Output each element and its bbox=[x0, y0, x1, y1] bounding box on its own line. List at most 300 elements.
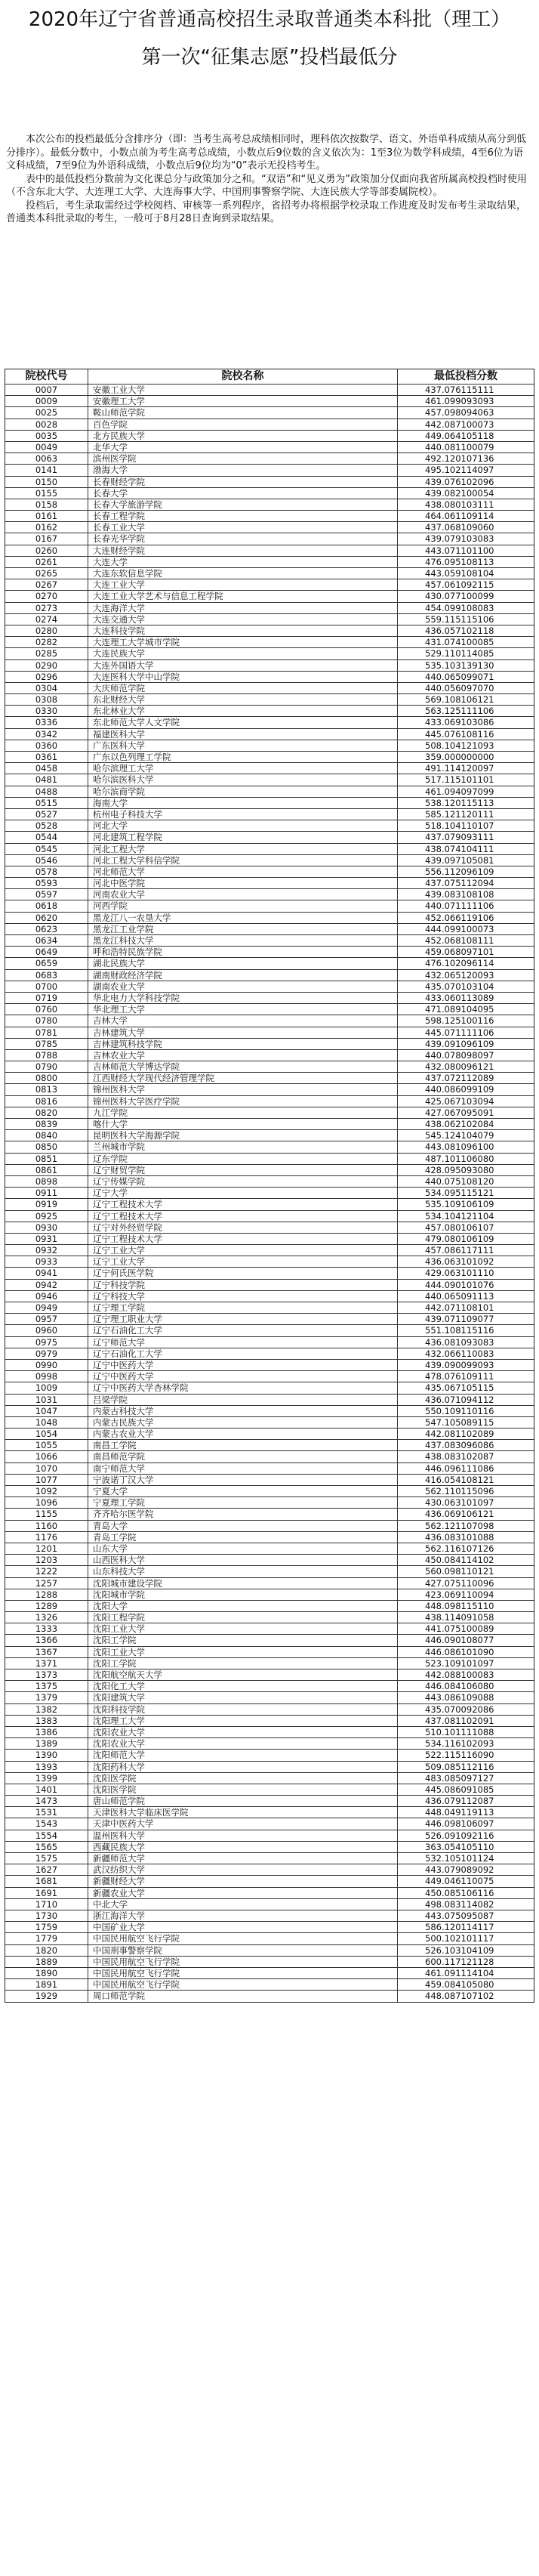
cell-name: 新疆财经大学 bbox=[88, 1876, 398, 1886]
cell-name: 沈阳化工大学 bbox=[88, 1681, 398, 1691]
table-row bbox=[5, 1635, 534, 1646]
table-row bbox=[5, 935, 534, 947]
cell-name: 安徽理工大学 bbox=[88, 396, 398, 406]
cell-name: 长春工业大学 bbox=[88, 522, 398, 533]
cell-score: 442.087100073 bbox=[425, 419, 494, 430]
table-row bbox=[5, 820, 534, 832]
cell-code: 0360 bbox=[5, 740, 88, 751]
cell-code: 1889 bbox=[5, 1957, 88, 1967]
cell-code: 1326 bbox=[5, 1612, 88, 1623]
table-row bbox=[5, 499, 534, 511]
cell-code: 0285 bbox=[5, 648, 88, 659]
cell-score: 450.084114102 bbox=[425, 1555, 494, 1566]
cell-name: 鞍山师范学院 bbox=[88, 407, 398, 418]
cell-name: 百色学院 bbox=[88, 419, 398, 430]
table-row bbox=[5, 1945, 534, 1957]
cell-code: 1054 bbox=[5, 1429, 88, 1439]
table-row bbox=[5, 1589, 534, 1601]
table-row bbox=[5, 1119, 534, 1130]
table-row bbox=[5, 1681, 534, 1692]
cell-name: 辽宁财贸学院 bbox=[88, 1165, 398, 1175]
table-row bbox=[5, 1762, 534, 1773]
cell-code: 0623 bbox=[5, 924, 88, 934]
cell-code: 1565 bbox=[5, 1842, 88, 1852]
cell-score: 498.083114082 bbox=[425, 1898, 494, 1910]
cell-name: 辽宁传媒学院 bbox=[88, 1176, 398, 1187]
cell-score: 437.075112094 bbox=[425, 878, 494, 889]
cell-name: 广东医科大学 bbox=[88, 740, 398, 751]
cell-code: 0790 bbox=[5, 1061, 88, 1072]
cell-name: 哈尔滨医科大学 bbox=[88, 774, 398, 785]
table-header-row bbox=[5, 369, 534, 385]
cell-score: 427.075110096 bbox=[425, 1577, 494, 1589]
cell-name: 沈阳城市建设学院 bbox=[88, 1578, 398, 1589]
cell-code: 1379 bbox=[5, 1692, 88, 1703]
table-row bbox=[5, 557, 534, 568]
table-row bbox=[5, 1417, 534, 1429]
cell-code: 0649 bbox=[5, 947, 88, 957]
cell-name: 吕梁学院 bbox=[88, 1395, 398, 1405]
cell-score: 476.095108113 bbox=[425, 556, 494, 567]
table-row bbox=[5, 672, 534, 683]
cell-score: 439.097105081 bbox=[425, 854, 494, 866]
cell-score: 483.085097127 bbox=[425, 1772, 494, 1784]
cell-code: 0839 bbox=[5, 1119, 88, 1129]
cell-code: 1575 bbox=[5, 1853, 88, 1864]
cell-code: 1203 bbox=[5, 1555, 88, 1565]
cell-code: 0141 bbox=[5, 465, 88, 475]
cell-score: 438.080103111 bbox=[425, 499, 494, 510]
table-row bbox=[5, 1154, 534, 1165]
cell-code: 0850 bbox=[5, 1141, 88, 1152]
cell-code: 0342 bbox=[5, 729, 88, 740]
cell-name: 江西财经大学现代经济管理学院 bbox=[88, 1073, 398, 1083]
cell-name: 周口师范学院 bbox=[88, 1991, 398, 2002]
cell-score: 461.094097099 bbox=[425, 786, 494, 797]
table-row bbox=[5, 1039, 534, 1050]
cell-score: 439.082100054 bbox=[425, 487, 494, 499]
cell-code: 0273 bbox=[5, 603, 88, 613]
cell-name: 长春大学旅游学院 bbox=[88, 499, 398, 510]
cell-code: 0861 bbox=[5, 1165, 88, 1175]
cell-name: 中国民用航空飞行学院 bbox=[88, 1979, 398, 1990]
cell-score: 423.069110094 bbox=[425, 1589, 494, 1600]
cell-name: 宁夏理工学院 bbox=[88, 1497, 398, 1508]
table-row bbox=[5, 717, 534, 728]
cell-score: 560.098110121 bbox=[425, 1566, 494, 1577]
table-row bbox=[5, 1429, 534, 1440]
cell-score: 430.077100099 bbox=[425, 591, 494, 602]
cell-code: 1222 bbox=[5, 1566, 88, 1577]
table-row bbox=[5, 1015, 534, 1027]
table-row bbox=[5, 1876, 534, 1887]
cell-code: 0975 bbox=[5, 1337, 88, 1348]
cell-score: 440.056097070 bbox=[425, 682, 494, 693]
cell-code: 1201 bbox=[5, 1543, 88, 1554]
cell-name: 河北工程大学 bbox=[88, 844, 398, 854]
table-row bbox=[5, 1188, 534, 1199]
cell-name: 中国矿业大学 bbox=[88, 1922, 398, 1932]
cell-name: 大连东软信息学院 bbox=[88, 568, 398, 579]
cell-score: 449.046110075 bbox=[425, 1876, 494, 1887]
cell-score: 449.064105118 bbox=[425, 430, 494, 441]
cell-code: 0265 bbox=[5, 568, 88, 579]
cell-score: 427.067095091 bbox=[425, 1107, 494, 1118]
cell-name: 黑龙江八一农垦大学 bbox=[88, 913, 398, 923]
cell-name: 滨州医学院 bbox=[88, 453, 398, 464]
cell-name: 东北财经大学 bbox=[88, 694, 398, 705]
cell-name: 华北理工大学 bbox=[88, 1004, 398, 1015]
table-row bbox=[5, 1360, 534, 1371]
cell-name: 辽宁科技学院 bbox=[88, 1280, 398, 1290]
cell-code: 0488 bbox=[5, 786, 88, 797]
cell-code: 1473 bbox=[5, 1796, 88, 1806]
cell-name: 东北林业大学 bbox=[88, 706, 398, 716]
cell-code: 1543 bbox=[5, 1818, 88, 1829]
table-row bbox=[5, 889, 534, 900]
table-row bbox=[5, 1991, 534, 2002]
cell-code: 0760 bbox=[5, 1004, 88, 1015]
cell-score: 471.089104095 bbox=[425, 1004, 494, 1015]
cell-name: 大连外国语大学 bbox=[88, 660, 398, 671]
cell-name: 山东大学 bbox=[88, 1543, 398, 1554]
cell-name: 沈阳医学院 bbox=[88, 1784, 398, 1795]
cell-name: 辽宁师范大学 bbox=[88, 1337, 398, 1348]
cell-name: 河北大学 bbox=[88, 820, 398, 831]
table-row bbox=[5, 913, 534, 924]
cell-score: 459.084105080 bbox=[425, 1979, 494, 1991]
table-row bbox=[5, 924, 534, 935]
cell-score: 600.117121128 bbox=[425, 1956, 494, 1967]
cell-name: 沈阳农业大学 bbox=[88, 1738, 398, 1749]
table-row bbox=[5, 1727, 534, 1738]
cell-name: 哈尔滨理工大学 bbox=[88, 763, 398, 774]
cell-score: 517.115101101 bbox=[425, 774, 494, 786]
cell-code: 0683 bbox=[5, 970, 88, 981]
cell-score: 445.076108116 bbox=[425, 728, 494, 740]
table-row bbox=[5, 1807, 534, 1818]
cell-code: 1401 bbox=[5, 1784, 88, 1795]
cell-name: 沈阳科技学院 bbox=[88, 1704, 398, 1715]
cell-score: 442.081102089 bbox=[425, 1429, 494, 1440]
cell-name: 辽宁理工职业大学 bbox=[88, 1314, 398, 1324]
cell-name: 沈阳理工大学 bbox=[88, 1716, 398, 1726]
table-row bbox=[5, 1073, 534, 1084]
table-row bbox=[5, 1084, 534, 1095]
cell-code: 0546 bbox=[5, 855, 88, 866]
cell-score: 432.080096121 bbox=[425, 1061, 494, 1073]
cell-score: 535.103139130 bbox=[425, 659, 494, 671]
table-row bbox=[5, 900, 534, 912]
cell-score: 598.125100116 bbox=[425, 1015, 494, 1027]
cell-code: 1257 bbox=[5, 1578, 88, 1589]
cell-score: 547.105089115 bbox=[425, 1416, 494, 1428]
table-row bbox=[5, 1509, 534, 1520]
cell-name: 天津医科大学临床医学院 bbox=[88, 1807, 398, 1818]
cell-code: 0296 bbox=[5, 672, 88, 682]
cell-name: 河北建筑工程学院 bbox=[88, 832, 398, 842]
cell-score: 444.099100073 bbox=[425, 923, 494, 934]
cell-score: 443.075095087 bbox=[425, 1910, 494, 1921]
cell-name: 长春光华学院 bbox=[88, 533, 398, 544]
cell-code: 0544 bbox=[5, 832, 88, 842]
cell-code: 0035 bbox=[5, 431, 88, 441]
cell-score: 429.063101110 bbox=[425, 1268, 494, 1279]
table-row bbox=[5, 1199, 534, 1210]
cell-code: 1891 bbox=[5, 1979, 88, 1990]
cell-code: 0280 bbox=[5, 625, 88, 636]
cell-name: 沈阳农业大学 bbox=[88, 1727, 398, 1737]
cell-score: 440.075108120 bbox=[425, 1175, 494, 1187]
cell-code: 0049 bbox=[5, 442, 88, 452]
table-row bbox=[5, 1463, 534, 1475]
table-row bbox=[5, 1601, 534, 1612]
table-row bbox=[5, 533, 534, 545]
table-row bbox=[5, 706, 534, 717]
cell-name: 沈阳工业大学 bbox=[88, 1647, 398, 1657]
table-row bbox=[5, 1130, 534, 1141]
cell-name: 东北师范大学人文学院 bbox=[88, 717, 398, 727]
cell-name: 中国民用航空飞行学院 bbox=[88, 1968, 398, 1978]
cell-name: 中国民用航空飞行学院 bbox=[88, 1933, 398, 1944]
table-row bbox=[5, 1750, 534, 1761]
cell-score: 432.066110083 bbox=[425, 1348, 494, 1359]
table-row bbox=[5, 786, 534, 798]
cell-name: 吉林农业大学 bbox=[88, 1050, 398, 1061]
cell-score: 439.091096109 bbox=[425, 1038, 494, 1049]
cell-code: 1531 bbox=[5, 1807, 88, 1818]
cell-score: 492.120107136 bbox=[425, 453, 494, 465]
cell-score: 526.091092116 bbox=[425, 1830, 494, 1841]
cell-code: 1399 bbox=[5, 1773, 88, 1784]
table-row bbox=[5, 878, 534, 889]
cell-code: 1288 bbox=[5, 1589, 88, 1600]
cell-score: 435.070103104 bbox=[425, 981, 494, 992]
cell-name: 辽宁石油化工大学 bbox=[88, 1348, 398, 1359]
cell-name: 青岛大学 bbox=[88, 1521, 398, 1531]
table-row bbox=[5, 1818, 534, 1830]
table-row bbox=[5, 660, 534, 672]
cell-code: 0009 bbox=[5, 396, 88, 406]
cell-name: 温州医科大学 bbox=[88, 1830, 398, 1841]
cell-score: 562.116107126 bbox=[425, 1543, 494, 1554]
cell-name: 河西学院 bbox=[88, 900, 398, 911]
table-row bbox=[5, 1176, 534, 1188]
table-row bbox=[5, 1268, 534, 1279]
table-row bbox=[5, 442, 534, 453]
cell-name: 内蒙古民族大学 bbox=[88, 1417, 398, 1428]
cell-code: 0979 bbox=[5, 1348, 88, 1359]
table-row bbox=[5, 1061, 534, 1073]
cell-code: 0515 bbox=[5, 798, 88, 808]
cell-code: 0785 bbox=[5, 1039, 88, 1049]
cell-score: 457.086117111 bbox=[425, 1245, 494, 1256]
cell-score: 569.108106121 bbox=[425, 694, 494, 706]
cell-score: 443.071101100 bbox=[425, 545, 494, 556]
cell-score: 562.110115096 bbox=[425, 1486, 494, 1496]
cell-name: 大连财经学院 bbox=[88, 545, 398, 556]
cell-code: 1366 bbox=[5, 1635, 88, 1645]
page-title: 2020年辽宁省普通高校招生录取普通类本科批（理工） bbox=[28, 8, 511, 31]
cell-score: 446.084106080 bbox=[425, 1681, 494, 1692]
table-row bbox=[5, 1314, 534, 1325]
cell-name: 黑龙江科技大学 bbox=[88, 935, 398, 946]
table-row bbox=[5, 419, 534, 431]
table-row bbox=[5, 637, 534, 648]
cell-score: 443.081096100 bbox=[425, 1141, 494, 1153]
cell-score: 448.098115110 bbox=[425, 1600, 494, 1611]
table-row bbox=[5, 1245, 534, 1256]
cell-code: 1096 bbox=[5, 1497, 88, 1508]
cell-code: 1160 bbox=[5, 1521, 88, 1531]
cell-name: 吉林大学 bbox=[88, 1015, 398, 1026]
cell-score: 437.083096086 bbox=[425, 1440, 494, 1451]
cell-score: 442.088100083 bbox=[425, 1669, 494, 1680]
cell-score: 450.085106116 bbox=[425, 1887, 494, 1898]
cell-name: 辽宁工业大学 bbox=[88, 1245, 398, 1256]
table-row bbox=[5, 1578, 534, 1589]
cell-code: 1779 bbox=[5, 1933, 88, 1944]
cell-name: 吉林建筑大学 bbox=[88, 1027, 398, 1038]
table-row bbox=[5, 774, 534, 786]
table-row bbox=[5, 1784, 534, 1796]
table-row bbox=[5, 1623, 534, 1635]
cell-name: 中国刑事警察学院 bbox=[88, 1945, 398, 1956]
cell-name: 广东以色列理工学院 bbox=[88, 752, 398, 762]
cell-code: 1373 bbox=[5, 1669, 88, 1680]
table-row bbox=[5, 1979, 534, 1991]
cell-name: 长春工程学院 bbox=[88, 511, 398, 521]
cell-name: 河南农业大学 bbox=[88, 889, 398, 900]
cell-score: 461.099093093 bbox=[425, 396, 494, 407]
table-row bbox=[5, 1280, 534, 1291]
table-row bbox=[5, 1853, 534, 1864]
cell-code: 0158 bbox=[5, 499, 88, 510]
cell-score: 435.070092086 bbox=[425, 1703, 494, 1715]
cell-score: 445.071111106 bbox=[425, 1027, 494, 1038]
cell-name: 辽宁中医药大学 bbox=[88, 1360, 398, 1370]
cell-score: 534.095115121 bbox=[425, 1188, 494, 1199]
cell-score: 438.074104111 bbox=[425, 843, 494, 854]
cell-name: 湖南财政经济学院 bbox=[88, 970, 398, 981]
cell-code: 0545 bbox=[5, 844, 88, 854]
cell-name: 沈阳大学 bbox=[88, 1601, 398, 1611]
table-row bbox=[5, 855, 534, 866]
cell-code: 0155 bbox=[5, 488, 88, 499]
cell-code: 1031 bbox=[5, 1395, 88, 1405]
cell-name: 喀什大学 bbox=[88, 1119, 398, 1129]
cell-code: 0813 bbox=[5, 1084, 88, 1095]
cell-score: 454.099108083 bbox=[425, 602, 494, 613]
cell-name: 辽宁何氏医学院 bbox=[88, 1268, 398, 1278]
cell-code: 1382 bbox=[5, 1704, 88, 1715]
cell-name: 天津中医药大学 bbox=[88, 1818, 398, 1829]
cell-name: 新疆农业大学 bbox=[88, 1888, 398, 1898]
table-row bbox=[5, 729, 534, 740]
cell-code: 0593 bbox=[5, 878, 88, 888]
cell-code: 1371 bbox=[5, 1658, 88, 1669]
cell-code: 0820 bbox=[5, 1107, 88, 1118]
cell-score: 446.090108077 bbox=[425, 1635, 494, 1646]
table-row bbox=[5, 465, 534, 476]
cell-score: 448.049119113 bbox=[425, 1807, 494, 1818]
cell-code: 0261 bbox=[5, 557, 88, 567]
cell-code: 0932 bbox=[5, 1245, 88, 1256]
cell-name: 沈阳建筑大学 bbox=[88, 1692, 398, 1703]
cell-code: 1759 bbox=[5, 1922, 88, 1932]
table-row bbox=[5, 1555, 534, 1566]
cell-score: 425.067103094 bbox=[425, 1095, 494, 1107]
cell-score: 437.076115111 bbox=[425, 385, 494, 395]
cell-code: 0304 bbox=[5, 683, 88, 693]
cell-score: 457.061092115 bbox=[425, 579, 494, 591]
table-row bbox=[5, 958, 534, 969]
cell-score: 438.083102087 bbox=[425, 1451, 494, 1463]
cell-code: 0946 bbox=[5, 1291, 88, 1302]
table-row bbox=[5, 1521, 534, 1532]
table-row bbox=[5, 1302, 534, 1314]
note-paragraph: 表中的最低投档分数前为文化课总分与政策加分之和。“双语”和“见义勇为”政策加分仅面向我省所属高校投档时使用（不含东北大学、大连理工大学、大连海事大学、中国刑事警察学院、大连民族大学等部委属院校）。 bbox=[6, 173, 527, 198]
table-row bbox=[5, 1256, 534, 1268]
table-row bbox=[5, 1165, 534, 1176]
table-row bbox=[5, 866, 534, 878]
cell-name: 杭州电子科技大学 bbox=[88, 809, 398, 820]
cell-score: 438.062102084 bbox=[425, 1119, 494, 1129]
cell-code: 0780 bbox=[5, 1015, 88, 1026]
cell-name: 渤海大学 bbox=[88, 465, 398, 475]
cell-score: 534.104121104 bbox=[425, 1210, 494, 1222]
cell-score: 476.102096114 bbox=[425, 958, 494, 969]
table-row bbox=[5, 591, 534, 602]
table-row bbox=[5, 545, 534, 557]
cell-score: 510.101111088 bbox=[425, 1726, 494, 1737]
cell-code: 0634 bbox=[5, 935, 88, 946]
cell-code: 0990 bbox=[5, 1360, 88, 1370]
cell-score: 439.071109077 bbox=[425, 1314, 494, 1325]
cell-name: 大连科技学院 bbox=[88, 625, 398, 636]
table-row bbox=[5, 488, 534, 499]
table-row bbox=[5, 1382, 534, 1394]
table-row bbox=[5, 1141, 534, 1153]
cell-code: 1393 bbox=[5, 1762, 88, 1772]
cell-name: 西藏民族大学 bbox=[88, 1842, 398, 1852]
cell-code: 0007 bbox=[5, 385, 88, 395]
cell-code: 0700 bbox=[5, 981, 88, 992]
cell-score: 532.105101124 bbox=[425, 1853, 494, 1864]
table-row bbox=[5, 694, 534, 706]
cell-score: 439.090099093 bbox=[425, 1359, 494, 1370]
cell-score: 534.116102093 bbox=[425, 1738, 494, 1750]
table-row bbox=[5, 477, 534, 488]
table-row bbox=[5, 970, 534, 981]
cell-code: 1627 bbox=[5, 1864, 88, 1875]
cell-score: 428.095093080 bbox=[425, 1164, 494, 1175]
cell-code: 0933 bbox=[5, 1256, 88, 1267]
cell-code: 0330 bbox=[5, 706, 88, 716]
cell-score: 491.114120097 bbox=[425, 763, 494, 774]
cell-score: 359.000000000 bbox=[425, 752, 494, 762]
cell-name: 辽宁中医药大学杏林学院 bbox=[88, 1382, 398, 1393]
cell-code: 1009 bbox=[5, 1382, 88, 1393]
cell-score: 430.063101097 bbox=[425, 1497, 494, 1509]
cell-code: 0274 bbox=[5, 614, 88, 625]
table-row bbox=[5, 1234, 534, 1245]
table-row bbox=[5, 1486, 534, 1497]
cell-name: 齐齐哈尔医学院 bbox=[88, 1509, 398, 1519]
table-row bbox=[5, 1773, 534, 1784]
cell-name: 九江学院 bbox=[88, 1107, 398, 1118]
cell-score: 586.120114117 bbox=[425, 1922, 494, 1933]
